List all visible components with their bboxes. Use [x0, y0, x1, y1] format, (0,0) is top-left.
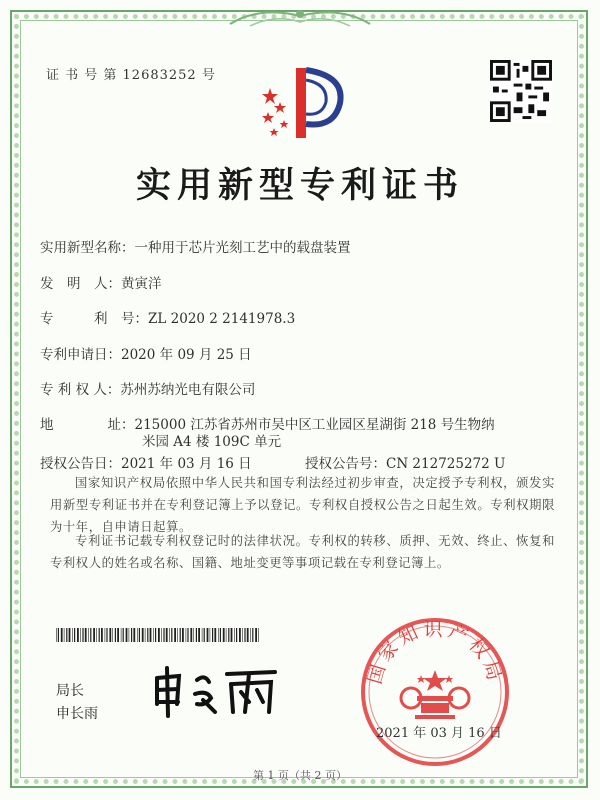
seal-text: 国家知识产权局	[363, 618, 507, 687]
field-label: 专利申请日：	[40, 347, 121, 363]
legal-status-paragraph: 专利证书记载专利权登记时的法律状况。专利权的转移、质押、无效、终止、恢复和专利权人的姓名或名称、国籍、地址变更等事项记载在专利登记簿上。	[50, 534, 555, 570]
barcode-icon	[56, 628, 261, 642]
field-value: ZL 2020 2 2141978.3	[148, 311, 296, 327]
field-application-date	[40, 343, 252, 363]
field-grant	[40, 452, 252, 472]
field-name	[40, 236, 351, 256]
field-value: 2020 年 09 月 25 日	[121, 347, 252, 363]
grant-number-label: 授权公告号：	[305, 456, 386, 472]
field-label: 发 明 人：	[40, 276, 121, 292]
official-seal-icon	[355, 612, 515, 772]
seal-date: 2021 年 03 月 16 日	[376, 726, 502, 741]
director-title: 局长	[56, 683, 84, 699]
patent-office-logo-icon	[250, 58, 350, 148]
certificate-number: 证 书 号 第 12683252 号	[46, 68, 216, 83]
field-inventor	[40, 272, 162, 292]
address-line-2: 米园 A4 楼 109C 单元	[142, 434, 282, 450]
field-value: 苏州苏纳光电有限公司	[120, 382, 256, 398]
field-value: 一种用于芯片光刻工艺中的载盘装置	[134, 240, 351, 256]
field-label: 专 利 号：	[40, 311, 148, 327]
grant-number-value: CN 212725272 U	[386, 456, 506, 472]
field-value: 黄寅洋	[121, 276, 162, 292]
grant-statement-paragraph: 国家知识产权局依照中华人民共和国专利法经过初步审查，决定授予专利权，颁发实用新型专利证书并在专利登记簿上予以登记。专利权自授权公告之日起生效。专利权期限为十年，自申请日起算。	[50, 476, 555, 534]
director-signature-icon	[145, 660, 285, 720]
grant-date-value: 2021 年 03 月 16 日	[121, 456, 252, 472]
top-ornament-icon	[220, 4, 380, 30]
field-label: 实用新型名称：	[40, 240, 135, 256]
certificate-title: 实用新型专利证书	[135, 165, 464, 206]
field-label: 专 利 权 人：	[40, 382, 121, 398]
director-name: 申长雨	[56, 706, 98, 722]
grant-date-label: 授权公告日：	[40, 456, 121, 472]
field-patent-number	[40, 307, 295, 327]
field-grant-number	[305, 452, 505, 472]
field-label: 地 址：	[40, 417, 135, 433]
page-indicator: 第 1 页（共 2 页）	[253, 769, 347, 782]
field-patentee	[40, 378, 255, 398]
qr-code-icon	[490, 60, 552, 122]
field-value: 215000 江苏省苏州市吴中区工业园区星湖街 218 号生物纳	[134, 417, 495, 433]
